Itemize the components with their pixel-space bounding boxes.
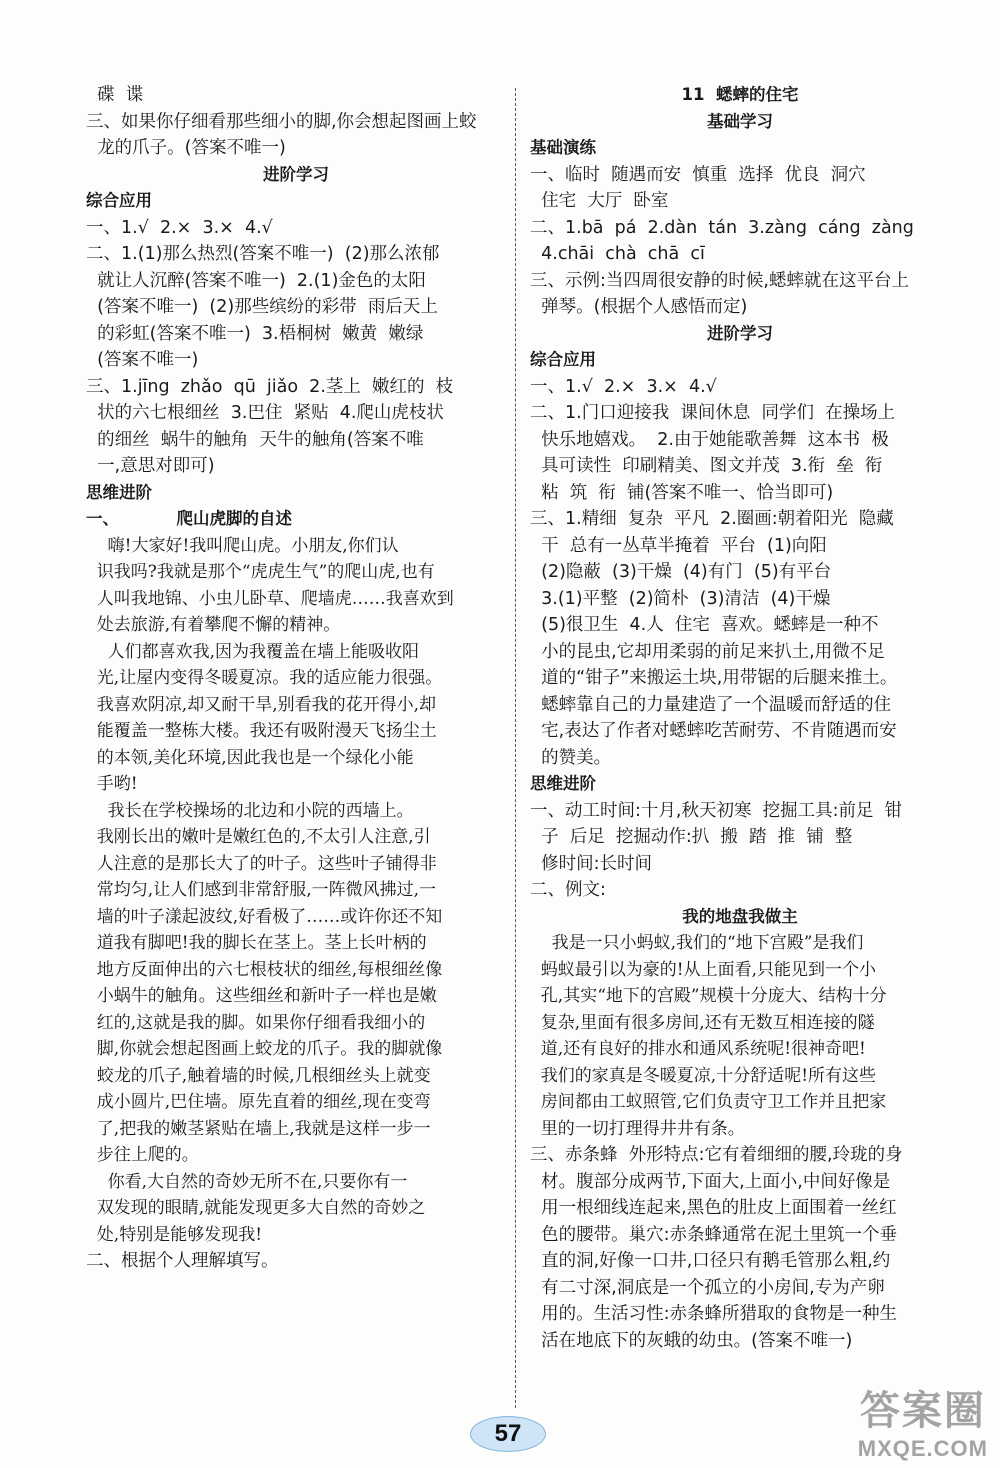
text-line: 二、1.门口迎接我 课间休息 同学们 在操场上 (530, 403, 896, 423)
text-line: 一,意思对即可) (86, 456, 215, 476)
text-line: 道我有脚吧!我的脚长在茎上。茎上长叶柄的 (86, 933, 427, 953)
text-line: 色的腰带。巢穴:赤条蜂通常在泥土里筑一个垂 (530, 1224, 898, 1245)
left-column (86, 82, 506, 1275)
text-line: 道,还有良好的排水和通风系统呢!很神奇吧! (530, 1039, 866, 1059)
text-line: 常均匀,让人们感到非常舒服,一阵微风拂过,一 (86, 880, 437, 900)
text-line: 二、1.bā pá 2.dàn tán 3.zàng cáng zàng (530, 217, 914, 238)
text-line: 活在地底下的灰蛾的幼虫。(答案不唯一) (530, 1330, 853, 1351)
text-line: 住宅 大厅 卧室 (530, 191, 669, 211)
text-line: 地方反面伸出的六七根枝状的细丝,每根细丝像 (86, 959, 443, 980)
text-line: 孔,其实“地下的宫殿”规模十分庞大、结构十分 (530, 986, 887, 1006)
text-line: 具可读性 印刷精美、图文并茂 3.衔 垒 衔 (530, 456, 883, 476)
section-heading: 一、 爬山虎脚的自述 (86, 509, 292, 528)
text-line: 粘 筑 衔 铺(答案不唯一、恰当即可) (530, 482, 834, 503)
text-line: 三、赤条蜂 外形特点:它有着细细的腰,玲珑的身 (530, 1145, 903, 1165)
text-line: 蚂蚁最引以为豪的!从上面看,只能见到一个小 (530, 959, 877, 980)
text-line: 材。腹部分成两节,下面大,上面小,中间好像是 (530, 1171, 891, 1192)
text-line: 的赞美。 (530, 747, 612, 768)
text-line: 修时间:长时间 (530, 853, 653, 874)
text-line: 子 后足 挖掘动作:扒 搬 踏 推 铺 整 (530, 827, 853, 847)
text-line: 快乐地嬉戏。 2.由于她能歌善舞 这本书 极 (530, 429, 889, 450)
text-line: 处,特别是能够发现我! (86, 1224, 263, 1245)
column-divider (515, 88, 516, 1408)
section-heading: 11 蟋蟀的住宅 (681, 85, 799, 104)
text-line: 三、1.jīng zhǎo qū jiǎo 2.茎上 嫩红的 枝 (86, 376, 454, 397)
text-line: 蟋蟀靠自己的力量建造了一个温暖而舒适的住 (530, 694, 892, 715)
text-line: 人们都喜欢我,因为我覆盖在墙上能吸收阳 (86, 641, 420, 662)
text-line: 有二寸深,洞底是一个孤立的小房间,专为产卵 (530, 1277, 885, 1298)
section-heading: 综合应用 (530, 350, 596, 369)
text-line: 处去旅游,有着攀爬不懈的精神。 (86, 615, 341, 635)
text-line: 二、1.(1)那么热烈(答案不唯一) (2)那么浓郁 (86, 244, 440, 264)
text-line: 一、1.√ 2.× 3.× 4.√ (86, 217, 273, 238)
text-line: 了,把我的嫩茎紧贴在墙上,我就是这样一步一 (86, 1118, 431, 1139)
section-heading: 基础学习 (707, 111, 773, 131)
text-line: 红的,这就是我的脚。如果你仔细看我细小的 (86, 1012, 426, 1033)
watermark-url: MXQE.COM (857, 1436, 988, 1461)
watermark-logo (858, 1379, 988, 1462)
text-line: 龙的爪子。(答案不唯一) (86, 138, 286, 158)
text-line: 干 总有一丛草半掩着 平台 (1)向阳 (530, 535, 827, 556)
text-line: 我喜欢阴凉,却又耐干旱,别看我的花开得小,却 (86, 694, 437, 715)
text-line: 用一根细线连起来,黑色的肚皮上面围着一丝红 (530, 1198, 897, 1218)
text-line: (2)隐蔽 (3)干燥 (4)有门 (5)有平台 (530, 562, 832, 582)
section-heading: 思维进阶 (530, 774, 596, 793)
text-line: 蛟龙的爪子,触着墙的时候,几根细丝头上就变 (86, 1065, 431, 1086)
text-line: 手哟! (86, 774, 138, 794)
section-heading: 进阶学习 (263, 164, 329, 184)
text-line: 复杂,里面有很多房间,还有无数互相连接的隧 (530, 1012, 875, 1033)
text-line: 三、如果你仔细看那些细小的脚,你会想起图画上蛟 (86, 111, 477, 132)
text-line: 直的洞,好像一口井,口径只有鹅毛管那么粗,约 (530, 1251, 891, 1271)
text-line: 小的昆虫,它却用柔弱的前足来扒土,用微不足 (530, 641, 885, 662)
text-line: 宅,表达了作者对蟋蟀吃苦耐劳、不肯随遇而安 (530, 721, 897, 741)
text-line: 我长在学校操场的北边和小院的西墙上。 (86, 800, 414, 821)
text-line: 二、根据个人理解填写。 (86, 1251, 279, 1271)
text-line: 一、临时 随遇而安 慎重 选择 优良 洞穴 (530, 164, 866, 185)
text-line: 道的“钳子”来搬运土块,用带锯的后腿来推土。 (530, 668, 898, 688)
text-line: 的本领,美化环境,因此我也是一个绿化小能 (86, 747, 414, 768)
text-line: 人注意的是那长大了的叶子。这些叶子铺得非 (86, 853, 437, 874)
text-line: (答案不唯一) (86, 350, 199, 370)
text-line: 一、动工时间:十月,秋天初寒 挖掘工具:前足 钳 (530, 800, 903, 821)
text-line: 一、1.√ 2.× 3.× 4.√ (530, 376, 717, 397)
page-number: 57 (470, 1416, 546, 1452)
text-line: 里的一切打理得井井有条。 (530, 1118, 745, 1139)
section-heading: 综合应用 (86, 191, 152, 210)
text-line: (答案不唯一) (2)那些缤纷的彩带 雨后天上 (86, 297, 438, 317)
text-line: 弹琴。(根据个人感悟而定) (530, 297, 748, 317)
section-heading: 基础演练 (530, 138, 596, 157)
text-line: 人叫我地锦、小虫儿卧草、爬墙虎……我喜欢到 (86, 588, 454, 609)
text-line: 房间都由工蚁照管,它们负责守卫工作并且把家 (530, 1092, 887, 1112)
text-line: 三、示例:当四周很安静的时候,蟋蟀就在这平台上 (530, 270, 909, 291)
text-line: 4.chāi chà chā cī (530, 244, 705, 264)
text-line: 状的六七根细丝 3.巴住 紧贴 4.爬山虎枝状 (86, 403, 444, 423)
text-line: 墙的叶子漾起波纹,好看极了……或许你还不知 (86, 906, 443, 927)
text-line: 3.(1)平整 (2)简朴 (3)清洁 (4)干燥 (530, 588, 831, 609)
text-line: (5)很卫生 4.人 住宅 喜欢。蟋蟀是一种不 (530, 615, 879, 635)
text-line: 嗨!大家好!我叫爬山虎。小朋友,你们认 (86, 535, 399, 556)
text-line: 碟 谍 (86, 85, 144, 105)
text-line: 你看,大自然的奇妙无所不在,只要你有一 (86, 1171, 408, 1192)
section-heading: 进阶学习 (707, 323, 773, 343)
text-line: 我刚长出的嫩叶是嫩红色的,不太引人注意,引 (86, 827, 431, 847)
section-heading: 思维进阶 (86, 482, 152, 502)
right-column (530, 82, 950, 1354)
text-line: 用的。生活习性:赤条蜂所猎取的食物是一种生 (530, 1304, 898, 1324)
text-line: 二、例文: (530, 880, 606, 900)
text-line: 我是一只小蚂蚁,我们的“地下宫殿”是我们 (530, 933, 864, 953)
text-line: 的细丝 蜗牛的触角 天牛的触角(答案不唯 (86, 429, 424, 450)
text-line: 双发现的眼睛,就能发现更多大自然的奇妙之 (86, 1198, 426, 1218)
text-line: 三、1.精细 复杂 平凡 2.圈画:朝着阳光 隐藏 (530, 509, 894, 529)
text-line: 步往上爬的。 (86, 1145, 199, 1165)
section-heading: 我的地盘我做主 (682, 906, 798, 926)
text-line: 成小圆片,巴住墙。原先直着的细丝,现在变弯 (86, 1092, 431, 1112)
text-line: 能覆盖一整栋大楼。我还有吸附漫天飞扬尘土 (86, 721, 437, 741)
text-line: 脚,你就会想起图画上蛟龙的爪子。我的脚就像 (86, 1039, 443, 1059)
text-line: 小蜗牛的触角。这些细丝和新叶子一样也是嫩 (86, 986, 437, 1006)
text-line: 光,让屋内变得冬暖夏凉。我的适应能力很强。 (86, 668, 443, 688)
text-line: 我们的家真是冬暖夏凉,十分舒适呢!所有这些 (530, 1065, 877, 1086)
text-line: 就让人沉醉(答案不唯一) 2.(1)金色的太阳 (86, 270, 426, 291)
watermark-main: 答案圈 (859, 1389, 986, 1433)
text-line: 的彩虹(答案不唯一) 3.梧桐树 嫩黄 嫩绿 (86, 323, 424, 344)
text-line: 识我吗?我就是那个“虎虎生气”的爬山虎,也有 (86, 562, 435, 582)
